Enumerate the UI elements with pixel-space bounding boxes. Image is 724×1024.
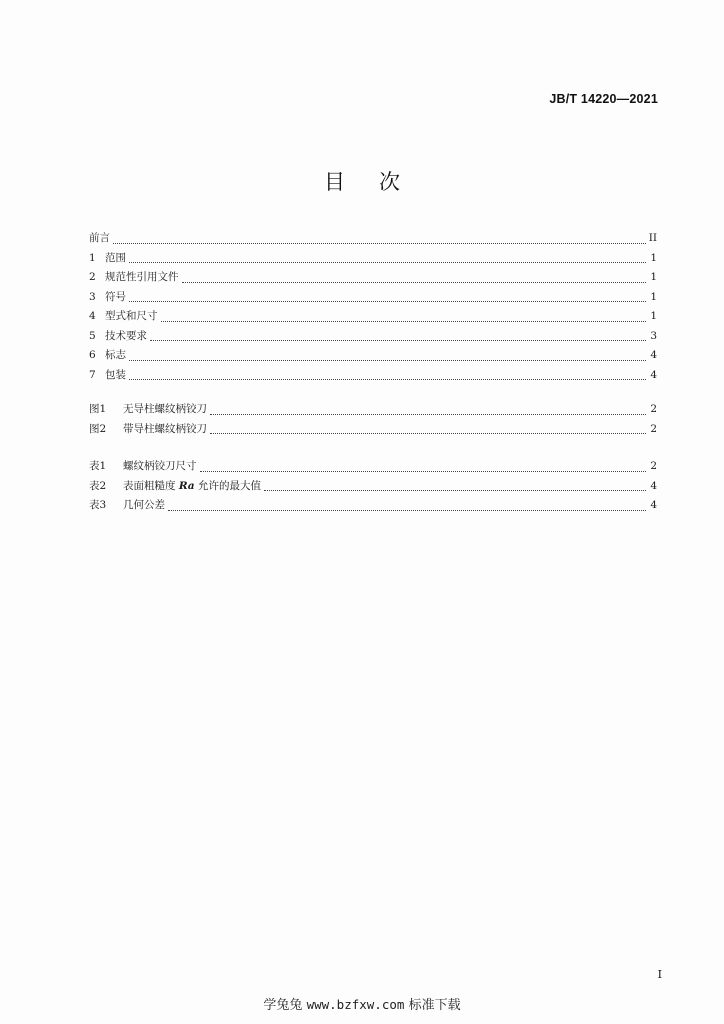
watermark-url[interactable]: www.bzfxw.com — [306, 997, 405, 1012]
toc-entry-label: 螺纹柄铰刀尺寸 — [123, 460, 197, 472]
toc-leader-dots — [182, 281, 647, 283]
toc-leader-dots — [129, 378, 646, 380]
toc-entry-page: 2 — [650, 403, 657, 415]
toc-entry-number: 3 — [89, 290, 96, 303]
toc-entry-label: 无导柱螺纹柄铰刀 — [123, 403, 207, 415]
toc-entry-label: 标志 — [105, 349, 126, 361]
footer-watermark — [0, 994, 724, 1013]
toc-entry-page: 1 — [650, 310, 657, 322]
toc-title-char-1: 目 — [324, 170, 345, 194]
toc-entry-number: 表3 — [89, 499, 107, 511]
toc-entry-types-dimensions[interactable] — [89, 307, 657, 327]
toc-leader-dots — [168, 509, 646, 511]
toc-entry-label: 几何公差 — [123, 499, 165, 511]
toc-entry-figure-2[interactable] — [89, 420, 657, 440]
toc-entry-label: 符号 — [105, 290, 126, 303]
toc-entry-number: 5 — [89, 329, 96, 342]
toc-title — [0, 166, 724, 196]
toc-entry-page: 1 — [650, 251, 657, 264]
toc-leader-dots — [210, 432, 646, 434]
toc-leader-dots — [129, 359, 646, 361]
toc-entry-table-1[interactable] — [89, 457, 657, 477]
toc-entry-scope[interactable] — [89, 249, 657, 269]
watermark-tagline: 标准下载 — [408, 998, 461, 1013]
toc-entry-label: 型式和尺寸 — [105, 310, 158, 322]
toc-entry-label: 带导柱螺纹柄铰刀 — [123, 422, 207, 435]
toc-title-char-2: 次 — [379, 170, 400, 194]
toc-label-part: 允许的最大值 — [194, 479, 261, 492]
toc-entry-page: 4 — [650, 349, 657, 361]
toc-entry-number: 2 — [89, 271, 96, 283]
toc-label-part: 表面粗糙度 — [123, 479, 179, 492]
toc-leader-dots — [200, 470, 647, 472]
toc-entry-label: 范围 — [105, 251, 126, 264]
toc-leader-dots — [161, 320, 647, 322]
page-number: I — [657, 968, 662, 981]
toc-entry-number: 7 — [89, 368, 96, 381]
toc-entry-table-3[interactable] — [89, 496, 657, 516]
toc-sections — [89, 229, 657, 385]
toc-entry-page: 2 — [650, 460, 657, 472]
toc-entry-figure-1[interactable] — [89, 400, 657, 420]
toc-entry-label: 规范性引用文件 — [105, 271, 179, 283]
toc-entry-number: 图1 — [89, 403, 107, 415]
standard-number: JB/T 14220—2021 — [549, 92, 658, 106]
roughness-symbol: Ra — [178, 479, 195, 492]
toc-entry-label: 包装 — [105, 368, 126, 381]
toc-entry-number: 表2 — [89, 479, 107, 492]
toc-entry-label: 技术要求 — [105, 329, 147, 342]
toc-entry-label — [123, 477, 261, 497]
toc-entry-page: II — [648, 232, 657, 244]
toc-entry-number: 表1 — [89, 460, 107, 472]
toc-leader-dots — [150, 339, 646, 341]
toc-entry-table-2[interactable] — [89, 477, 657, 497]
toc-entry-label: 前言 — [89, 232, 110, 244]
toc-entry-number: 图2 — [89, 422, 107, 435]
toc-leader-dots — [210, 413, 646, 415]
toc-entry-page: 1 — [650, 271, 657, 283]
toc-entry-page: 1 — [650, 290, 657, 303]
toc-leader-dots — [129, 261, 646, 263]
toc-entry-page: 4 — [650, 368, 657, 381]
watermark-site-name: 学兔兔 — [263, 998, 303, 1013]
toc-entry-foreword[interactable] — [89, 229, 657, 249]
toc-tables — [89, 457, 657, 516]
toc-entry-technical-requirements[interactable] — [89, 327, 657, 347]
toc-entry-normative-references[interactable] — [89, 268, 657, 288]
toc-entry-number: 4 — [89, 310, 96, 322]
toc-leader-dots — [129, 300, 646, 302]
toc-entry-number: 1 — [89, 251, 96, 264]
toc-entry-number: 6 — [89, 349, 96, 361]
toc-entry-page: 4 — [650, 479, 657, 492]
toc-entry-symbols[interactable] — [89, 288, 657, 308]
toc-leader-dots — [264, 489, 646, 491]
toc-leader-dots — [113, 242, 646, 244]
toc-entry-packaging[interactable] — [89, 366, 657, 386]
toc-entry-page: 2 — [650, 422, 657, 435]
toc-entry-page: 4 — [650, 499, 657, 511]
toc-figures — [89, 400, 657, 439]
toc-entry-marking[interactable] — [89, 346, 657, 366]
toc-entry-page: 3 — [650, 329, 657, 342]
